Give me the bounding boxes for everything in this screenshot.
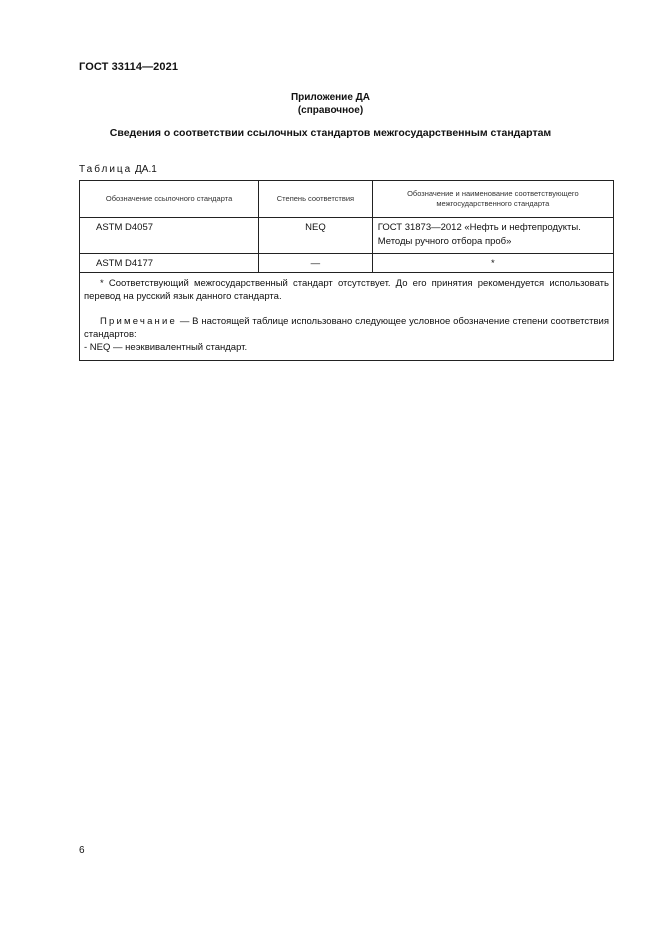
note [84,315,609,341]
footnote: * Соответствующий межгосударственный стандарт отсутствует. До его принятия рекомендуется использовать перевод на русский язык данного стандарта. [84,278,609,302]
appendix-heading [0,91,661,117]
note-label: Примечание [100,316,177,327]
cell-degree: — [259,254,373,273]
table-caption-label: Таблица [79,164,133,175]
appendix-title: Приложение ДА [290,92,371,103]
table-notes [80,273,614,361]
header-interstate-standard: Обозначение и наименование соответствующего межгосударственного стандарта [372,181,613,218]
note-text: — В настоящей таблице использовано следующее условное обозначение степени соответствия стандартов: [84,316,609,340]
header-ref-standard: Обозначение ссылочного стандарта [80,181,259,218]
cell-degree: NEQ [259,218,373,254]
cell-ref: ASTM D4177 [80,254,259,273]
standards-table [79,180,614,361]
table-row [80,254,614,273]
table-header-row [80,181,614,218]
cell-ref: ASTM D4057 [80,218,259,254]
table-caption-number: ДА.1 [135,164,157,175]
page-number: 6 [79,845,85,856]
table-row [80,218,614,254]
document-code: ГОСТ 33114—2021 [79,61,179,73]
appendix-subtitle: (справочное) [297,105,364,116]
note-item: - NEQ — неэквивалентный стандарт. [84,342,248,353]
table-notes-row [80,273,614,361]
cell-interstate: ГОСТ 31873—2012 «Нефть и нефтепродукты. Методы ручного отбора проб» [372,218,613,254]
section-title: Сведения о соответствии ссылочных стандартов межгосударственным стандартам [109,127,552,139]
table-caption [79,164,157,175]
header-degree: Степень соответствия [259,181,373,218]
cell-interstate: * [372,254,613,273]
